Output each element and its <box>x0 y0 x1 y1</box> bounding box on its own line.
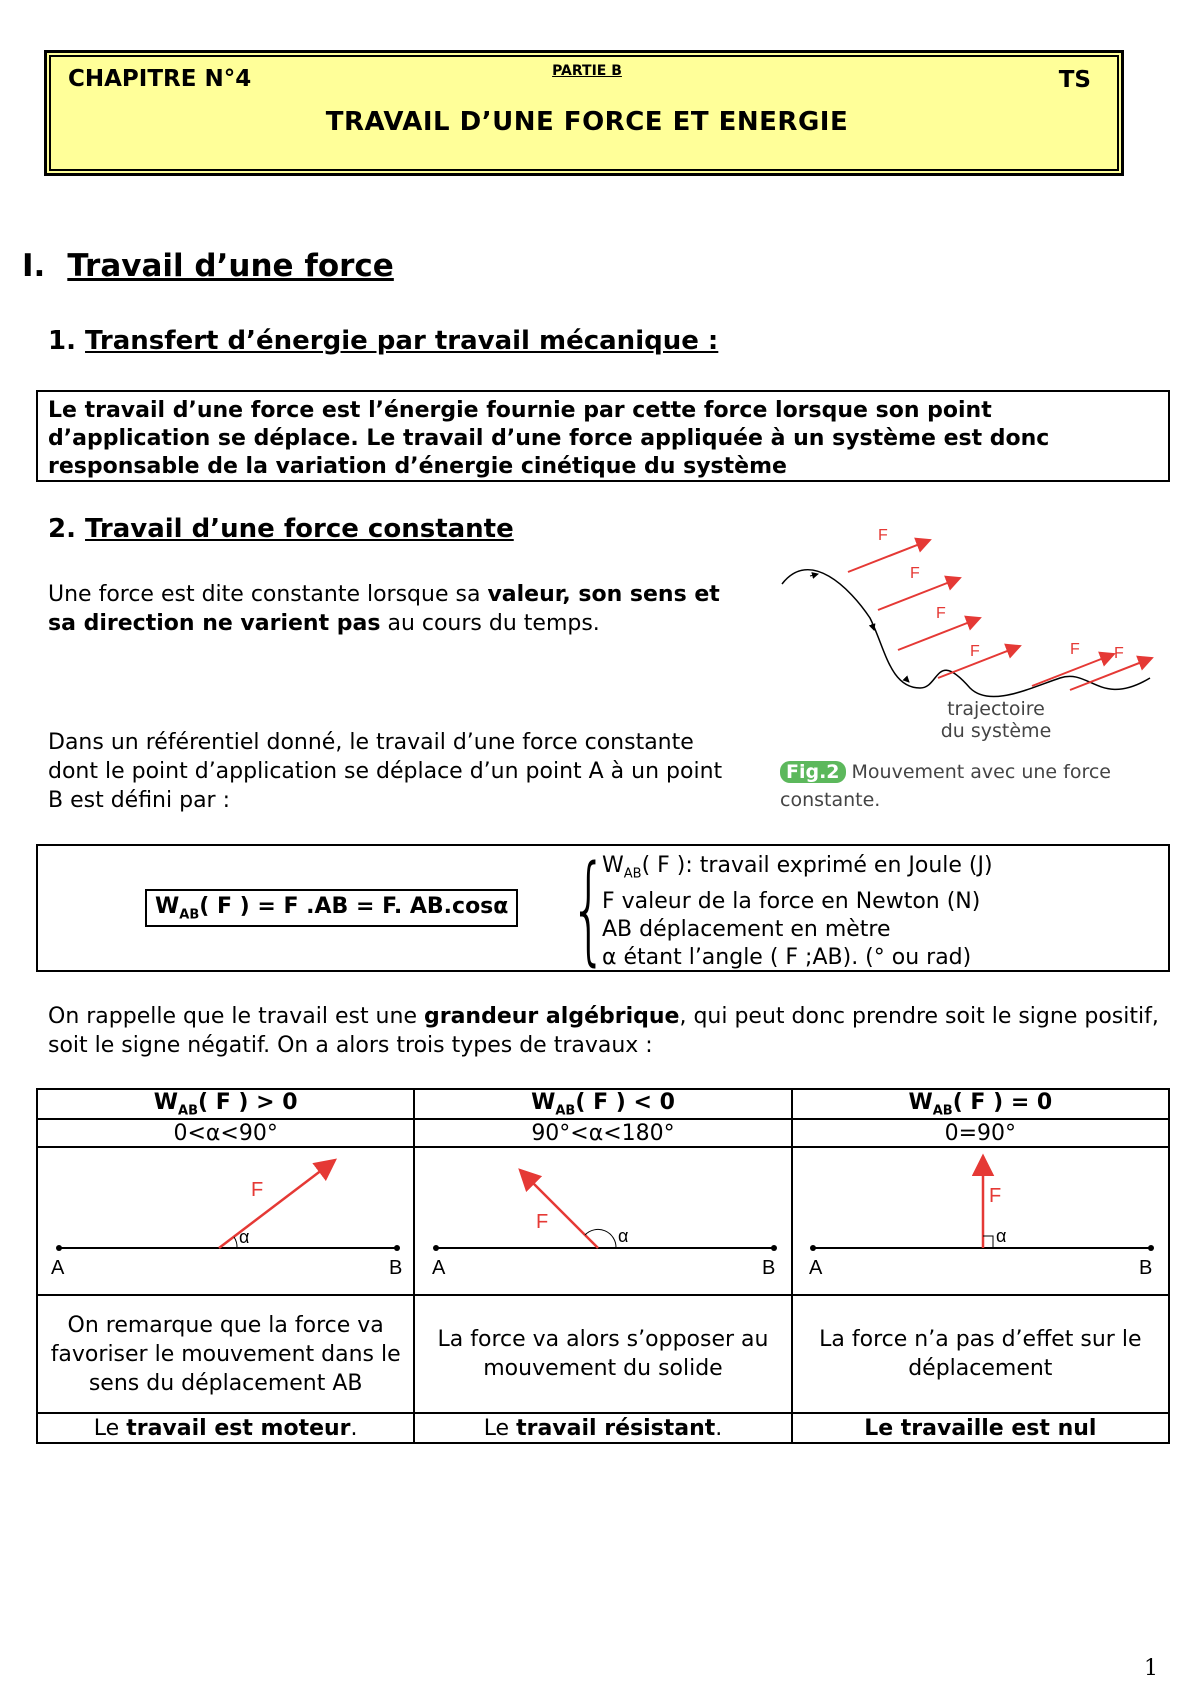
trajectory-label-line: du système <box>940 720 1052 742</box>
formula-w: W <box>155 894 180 919</box>
table-header-row <box>37 1089 1169 1119</box>
algebraic-paragraph: On rappelle que le travail est une grandeur algébrique, qui peut donc prendre soit le signe positif, soit le signe négatif. On a alors trois types de travaux : <box>48 1004 1159 1058</box>
svg-text:F: F <box>250 1179 263 1202</box>
resistant-work-diagram <box>416 1148 790 1288</box>
legend-line: F valeur de la force en Newton (N) <box>602 889 981 915</box>
svg-text:F: F <box>936 605 946 622</box>
work-definition-paragraph: Dans un référentiel donné, le travail d’une force constante dont le point d’application se déplace d’un point A à un point B est défini par : <box>48 730 723 813</box>
table-row <box>37 1295 1169 1413</box>
svg-text:F: F <box>970 643 980 660</box>
chapter-number: CHAPITRE N°4 <box>68 66 252 92</box>
header-cell-negative: $W_{AB}$( F ) < 0 <box>414 1089 791 1119</box>
svg-text:F: F <box>989 1185 1002 1208</box>
caption-text: Mouvement avec une force constante. <box>780 761 1111 811</box>
conclusion-cell: Le travail résistant. <box>414 1413 791 1443</box>
text: Une force est dite constante lorsque sa <box>48 582 488 607</box>
chapter-title: TRAVAIL D’UNE FORCE ET ENERGIE <box>325 107 849 137</box>
subsection-title: Travail d’une force constante <box>85 514 514 544</box>
formula-rest: ( F ) = F .AB = F. AB.cosα <box>199 894 509 919</box>
header-cell-positive: $W_{AB}$( F ) > 0 <box>37 1089 414 1119</box>
svg-text:F: F <box>910 565 920 582</box>
level-label: TS <box>1058 67 1091 93</box>
table-row <box>37 1119 1169 1147</box>
figure-tag: Fig.2 <box>780 761 846 783</box>
part-label: PARTIE B <box>552 63 622 79</box>
trajectory-label <box>936 698 1056 742</box>
svg-text:α: α <box>996 1226 1007 1247</box>
svg-text:α: α <box>617 1226 629 1247</box>
svg-text:F: F <box>1114 645 1124 662</box>
diagram-cell <box>37 1147 414 1295</box>
svg-text:α: α <box>238 1227 250 1248</box>
description-cell: On remarque que la force va favoriser le mouvement dans le sens du déplacement AB <box>37 1295 414 1413</box>
legend-line: α étant l’angle ( F ;AB). (° ou rad) <box>602 945 972 971</box>
curly-brace: { <box>570 839 608 977</box>
subsection-number: 1. <box>48 326 76 356</box>
emphasis: grandeur algébrique <box>423 1004 680 1029</box>
page-number: 1 <box>1144 1656 1158 1681</box>
definition-box: Le travail d’une force est l’énergie fournie par cette force lorsque son point d’application se déplace. Le travail d’une force appliquée à un système est donc responsable de la variation d’énergie cinétique du système <box>36 390 1170 482</box>
subsection-heading-1 <box>48 326 718 356</box>
conclusion-cell: Le travaille est nul <box>792 1413 1169 1443</box>
diagram-cell <box>414 1147 791 1295</box>
force-vector <box>878 578 960 610</box>
condition-cell: 90°<α<180° <box>414 1119 791 1147</box>
motor-work-diagram <box>39 1148 413 1288</box>
table-row <box>37 1147 1169 1295</box>
description-cell: La force n’a pas d’effet sur le déplacement <box>792 1295 1169 1413</box>
svg-text:A: A <box>431 1257 446 1280</box>
description-cell: La force va alors s’opposer au mouvement du solide <box>414 1295 791 1413</box>
svg-text:A: A <box>50 1257 64 1280</box>
force-vector <box>898 618 980 650</box>
force-label: F <box>878 527 888 544</box>
svg-text:A: A <box>809 1257 823 1280</box>
subsection-heading-2 <box>48 514 514 544</box>
legend-line: $W_{AB}$( F ): travail exprimé en Joule (J) <box>602 853 993 882</box>
force-vector <box>1070 658 1152 690</box>
table-row <box>37 1413 1169 1443</box>
trajectory-curve <box>782 570 1150 697</box>
constant-force-paragraph <box>48 580 728 638</box>
work-formula <box>145 889 518 927</box>
section-number: I. <box>22 248 46 284</box>
diagram-cell <box>792 1147 1169 1295</box>
subsection-title: Transfert d’énergie par travail mécanique : <box>85 326 719 356</box>
svg-text:B: B <box>1139 1257 1153 1280</box>
section-title: Travail d’une force <box>67 248 394 284</box>
svg-text:F: F <box>535 1211 549 1234</box>
conclusion-cell: Le travail est moteur. <box>37 1413 414 1443</box>
condition-cell: 0<α<90° <box>37 1119 414 1147</box>
work-types-table <box>36 1088 1170 1444</box>
formula-sub: AB <box>179 907 200 923</box>
formula-legend <box>602 852 993 972</box>
section-heading <box>22 248 394 284</box>
condition-cell: 0=90° <box>792 1119 1169 1147</box>
svg-text:B: B <box>388 1257 402 1280</box>
figure-caption <box>780 758 1160 814</box>
header-cell-zero: $W_{AB}$( F ) = 0 <box>792 1089 1169 1119</box>
emphasis: valeur, son sens et sa direction ne varient pas <box>48 582 720 636</box>
legend-line: AB déplacement en mètre <box>602 917 891 943</box>
svg-text:B: B <box>761 1257 776 1280</box>
zero-work-diagram <box>793 1148 1167 1288</box>
force-vector <box>1032 654 1114 686</box>
subsection-number: 2. <box>48 514 76 544</box>
svg-text:F: F <box>1070 641 1080 658</box>
trajectory-label-line: trajectoire <box>947 698 1045 720</box>
text: au cours du temps. <box>380 611 600 636</box>
